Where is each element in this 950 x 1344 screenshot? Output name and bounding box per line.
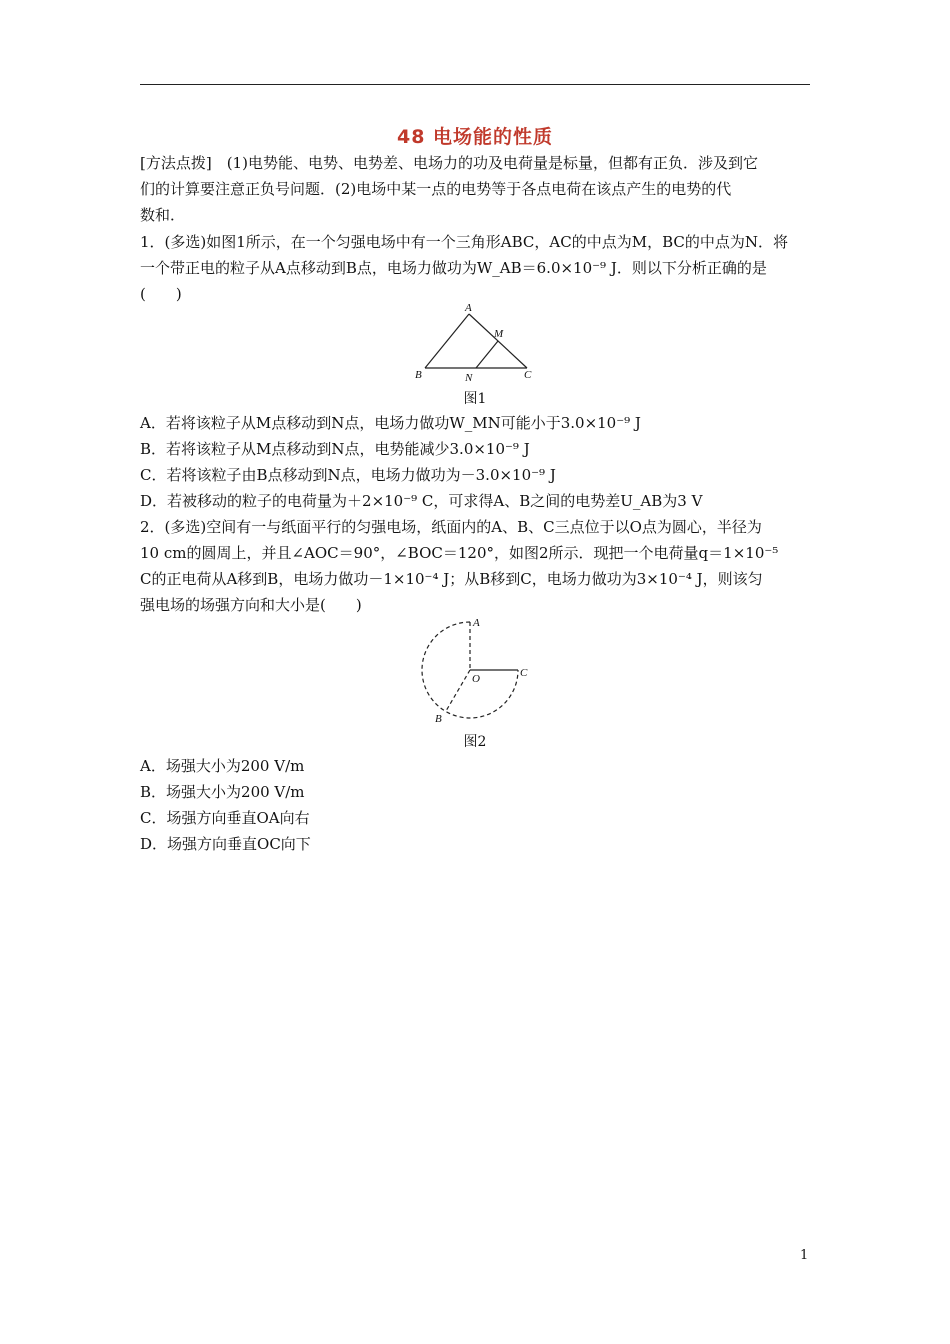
intro-line: [方法点拨] (1)电势能、电势、电势差、电场力的功及电荷量是标量，但都有正负．涉及到它 — [140, 154, 758, 172]
option-b: B．场强大小为200 V/m — [140, 783, 305, 801]
label-c: C — [520, 667, 528, 679]
question-2-options — [140, 753, 810, 857]
intro-line: 数和． — [140, 206, 186, 224]
question-2-stem — [140, 514, 810, 618]
label-b: B — [415, 369, 422, 381]
option-d: D．若被移动的粒子的电荷量为＋2×10⁻⁹ C，可求得A、B之间的电势差U_AB为3 V — [140, 492, 703, 510]
question-1-line: 1．(多选)如图1所示，在一个匀强电场中有一个三角形ABC，AC的中点为M，BC的中点为N．将 — [140, 233, 788, 251]
label-a: A — [473, 617, 480, 629]
question-1-options — [140, 410, 810, 514]
option-b: B．若将该粒子从M点移动到N点，电势能减少3.0×10⁻⁹ J — [140, 440, 530, 458]
question-2-line: 10 cm的圆周上，并且∠AOC＝90°，∠BOC＝120°，如图2所示．现把一个电荷量q＝1×10⁻⁵ — [140, 544, 779, 562]
label-a: A — [465, 302, 472, 314]
page-number: 1 — [800, 1248, 809, 1263]
intro-line: 们的计算要注意正负号问题．(2)电场中某一点的电势等于各点电荷在该点产生的电势的代 — [140, 180, 732, 198]
option-a: A．若将该粒子从M点移动到N点，电场力做功W_MN可能小于3.0×10⁻⁹ J — [140, 414, 641, 432]
question-2-line: 强电场的场强方向和大小是( ) — [140, 596, 362, 614]
intro-block — [140, 150, 810, 228]
figure-1-caption: 图1 — [463, 391, 487, 407]
header-rule — [140, 84, 810, 85]
page-title: 48 电场能的性质 — [396, 126, 554, 148]
label-n: N — [465, 372, 473, 384]
question-2-line: 2．(多选)空间有一与纸面平行的匀强电场，纸面内的A、B、C三点位于以O点为圆心，半径为 — [140, 518, 762, 536]
figure-1-triangle-diagram — [405, 300, 555, 390]
option-c: C．场强方向垂直OA向右 — [140, 809, 310, 827]
question-2-line: C的正电荷从A移到B，电场力做功－1×10⁻⁴ J；从B移到C，电场力做功为3×10⁻⁴ J，则该匀 — [140, 570, 763, 588]
label-o: O — [472, 673, 480, 685]
option-a: A．场强大小为200 V/m — [140, 757, 305, 775]
question-1-line: ( ) — [140, 285, 182, 303]
label-c: C — [524, 369, 532, 381]
figure-2-caption: 图2 — [463, 734, 487, 750]
option-d: D．场强方向垂直OC向下 — [140, 835, 311, 853]
radius-ob — [446, 670, 470, 711]
question-1-stem — [140, 229, 810, 307]
question-1-line: 一个带正电的粒子从A点移动到B点，电场力做功为W_AB＝6.0×10⁻⁹ J．则以下分析正确的是 — [140, 259, 767, 277]
label-m: M — [494, 328, 504, 340]
figure-2-circle-diagram — [415, 612, 535, 727]
edge-ab — [425, 314, 469, 368]
label-b: B — [435, 713, 442, 725]
option-c: C．若将该粒子由B点移动到N点，电场力做功为－3.0×10⁻⁹ J — [140, 466, 556, 484]
segment-mn — [476, 341, 498, 368]
